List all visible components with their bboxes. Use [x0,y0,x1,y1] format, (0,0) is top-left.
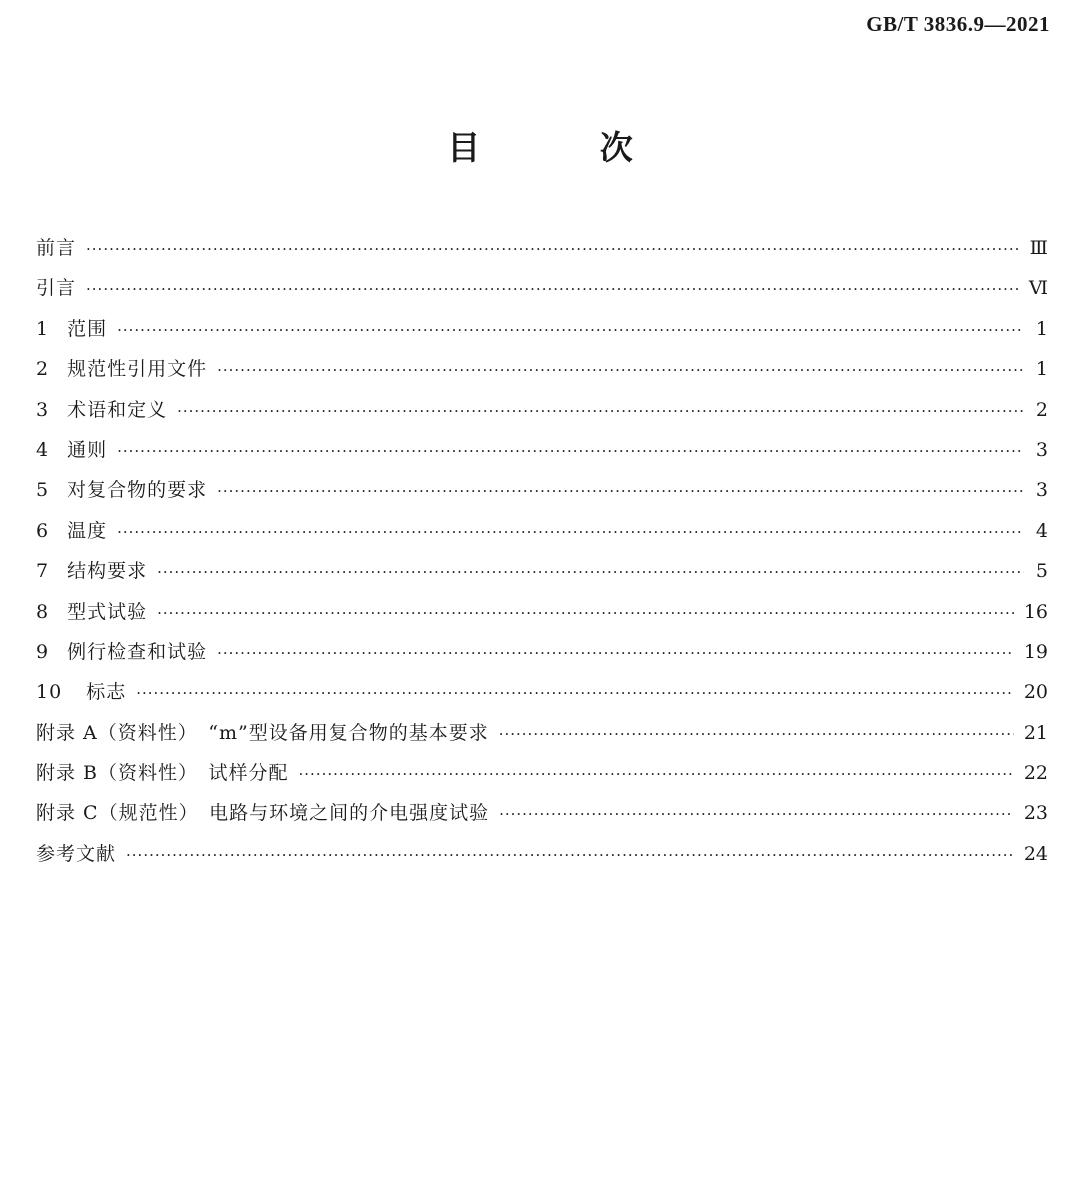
toc-entry-number: 6 [36,519,50,542]
table-of-contents [36,228,1048,874]
toc-entry-label: 附录 B（资料性） 试样分配 [36,762,289,785]
toc-entry-2[interactable] [36,349,1048,389]
toc-entry-page: Ⅵ [1028,277,1048,300]
toc-entry-annex-a[interactable] [36,713,1048,753]
toc-leader-dots [217,633,1014,673]
toc-entry-label: 结构要求 [67,560,148,583]
toc-entry-6[interactable] [36,511,1048,551]
toc-entry-10[interactable] [36,672,1048,712]
toc-leader-dots [217,471,1024,511]
toc-entry-number: 5 [36,479,50,502]
toc-entry-number: 4 [36,438,50,461]
toc-leader-dots [499,714,1014,754]
toc-entry-page: 22 [1023,762,1048,785]
toc-entry-page: 20 [1023,681,1048,704]
toc-leader-dots [217,350,1024,390]
toc-entry-8[interactable] [36,592,1048,632]
toc-entry-number: 8 [36,600,50,623]
toc-leader-dots [117,431,1024,471]
toc-leader-dots [117,310,1024,350]
toc-entry-label: 型式试验 [67,600,148,623]
toc-entry-3[interactable] [36,390,1048,430]
toc-entry-label: 术语和定义 [67,398,168,421]
toc-leader-dots [157,552,1024,592]
toc-entry-label: 规范性引用文件 [67,358,208,381]
toc-leader-dots [86,229,1020,269]
toc-entry-page: 24 [1023,842,1048,865]
toc-entry-7[interactable] [36,551,1048,591]
toc-entry-page: 21 [1023,721,1048,744]
toc-entry-page: 19 [1023,640,1048,663]
toc-entry-label: 温度 [67,519,108,542]
toc-entry-page: 5 [1035,560,1048,583]
toc-leader-dots [136,673,1014,713]
toc-entry-introduction[interactable] [36,268,1048,308]
toc-entry-label: 引言 [36,277,77,300]
toc-entry-page: 3 [1035,438,1048,461]
toc-leader-dots [299,754,1014,794]
toc-entry-4[interactable] [36,430,1048,470]
toc-entry-preface[interactable] [36,228,1048,268]
toc-entry-number: 9 [36,640,50,663]
toc-entry-number: 1 [36,317,50,340]
toc-leader-dots [157,593,1014,633]
toc-leader-dots [117,512,1024,552]
toc-entry-number: 3 [36,398,50,421]
toc-entry-number: 7 [36,560,50,583]
toc-title: 目 次 [447,128,687,167]
toc-entry-page: 4 [1035,519,1048,542]
toc-entry-page: 1 [1035,317,1048,340]
toc-entry-page: 2 [1035,398,1048,421]
toc-entry-page: Ⅲ [1029,237,1048,259]
toc-entry-page: 1 [1035,358,1048,381]
toc-entry-label: 附录 A（资料性） “m”型设备用复合物的基本要求 [36,721,489,744]
toc-leader-dots [86,269,1019,309]
toc-entry-annex-b[interactable] [36,753,1048,793]
toc-entry-page: 16 [1023,600,1048,623]
toc-entry-number: 2 [36,358,50,381]
toc-entry-bibliography[interactable] [36,834,1048,874]
toc-entry-number: 10 [36,681,63,704]
toc-entry-page: 3 [1035,479,1048,502]
toc-entry-label: 附录 C（规范性） 电路与环境之间的介电强度试验 [36,802,490,825]
standard-number: GB/T 3836.9—2021 [866,12,1050,36]
toc-leader-dots [499,794,1014,834]
toc-entry-5[interactable] [36,470,1048,510]
toc-entry-label: 前言 [36,237,77,259]
toc-entry-annex-c[interactable] [36,793,1048,833]
toc-entry-1[interactable] [36,309,1048,349]
toc-entry-label: 参考文献 [36,842,117,865]
toc-entry-label: 范围 [67,317,108,340]
toc-entry-label: 例行检查和试验 [67,640,208,663]
toc-entry-label: 对复合物的要求 [67,479,208,502]
toc-entry-page: 23 [1023,802,1048,825]
toc-leader-dots [177,391,1024,431]
toc-leader-dots [126,835,1014,875]
toc-entry-9[interactable] [36,632,1048,672]
toc-entry-label: 标志 [86,681,127,704]
toc-entry-label: 通则 [67,438,108,461]
